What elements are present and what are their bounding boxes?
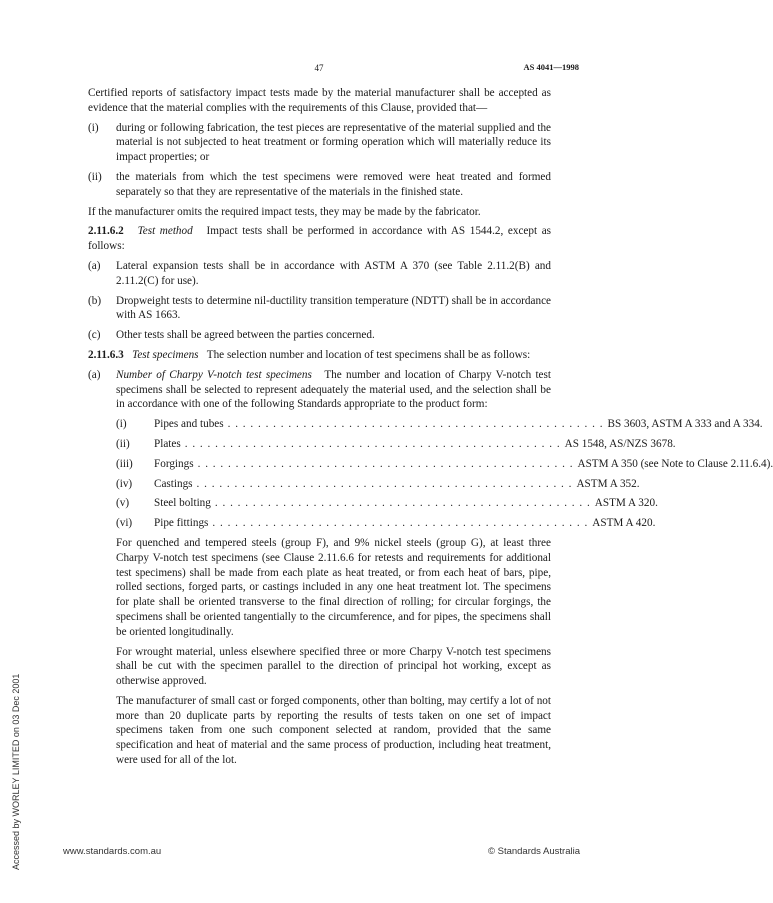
- product-form-label: (iii): [116, 457, 133, 470]
- product-form-name: Plates: [154, 437, 181, 450]
- clause-number: 2.11.6.3: [88, 348, 124, 361]
- list-label: (ii): [88, 170, 102, 183]
- list-label: (a): [88, 259, 101, 272]
- clause-title: Test method: [137, 225, 193, 238]
- list-item: [88, 170, 551, 200]
- list-text: Other tests shall be agreed between the parties concerned.: [116, 329, 375, 342]
- standard-designation: AS 4041—1998: [523, 62, 579, 72]
- page-number: 47: [314, 63, 324, 73]
- product-form-row: [116, 477, 640, 492]
- copyright-notice: © Standards Australia: [487, 846, 580, 857]
- clause-test-specimens: [88, 348, 551, 363]
- product-form-list: [116, 417, 773, 768]
- product-form-standard: ASTM A 350 (see Note to Clause 2.11.6.4).: [577, 457, 773, 470]
- list-text: the materials from which the test specimens were removed were heat treated and formed separately so that they are representative of the materials in the finished state.: [116, 170, 551, 198]
- list-label: (i): [88, 121, 99, 134]
- dot-leader: . . . . . . . . . . . . . . . . . . . . . . . . . . . . . . . . . . . . . . . . . . . . . . . . . .: [197, 457, 574, 470]
- item-title: Number of Charpy V-notch test specimens: [116, 368, 312, 381]
- list-item: [88, 259, 551, 289]
- product-form-name: Pipe fittings: [154, 517, 209, 530]
- product-form-row: [116, 496, 658, 511]
- product-form-row: [116, 457, 773, 472]
- clause-test-method: [88, 224, 551, 254]
- small-components-paragraph: The manufacturer of small cast or forged components, other than bolting, may certify a lot of not more than 20 duplicate parts by reporting the results of tests taken on one set of impact specimens taken from one such component selected at random, provided that the same specification and heat of material and the same process of production, including heat treatment, were used for all of the lot.: [116, 694, 551, 767]
- document-body: [88, 86, 773, 773]
- dot-leader: . . . . . . . . . . . . . . . . . . . . . . . . . . . . . . . . . . . . . . . . . . . . . . . . . .: [184, 437, 561, 450]
- item-text: The number and location of Charpy V-notch test specimens shall be selected to represent adequately the material used, and the selection shall be in accordance with one of the following Standards appropriate to the product form:: [116, 368, 551, 411]
- product-form-label: (v): [116, 497, 130, 510]
- product-form-standard: ASTM A 320.: [594, 497, 658, 510]
- product-form-row: [116, 417, 763, 432]
- list-item: [88, 368, 551, 412]
- clause-text: The selection number and location of test specimens shall be as follows:: [206, 348, 531, 361]
- product-form-name: Castings: [154, 477, 193, 490]
- list-item: [88, 328, 551, 343]
- list-text: during or following fabrication, the test pieces are representative of the material supplied and the material is not subjected to heat treatment or forming operation which will materially reduce its impact properties; or: [116, 121, 551, 164]
- product-form-label: (iv): [116, 477, 133, 490]
- wrought-material-paragraph: For wrought material, unless elsewhere specified three or more Charpy V-notch test specimens shall be cut with the specimen parallel to the direction of principal hot working, except as otherwise approved.: [116, 645, 551, 688]
- dot-leader: . . . . . . . . . . . . . . . . . . . . . . . . . . . . . . . . . . . . . . . . . . . . . . . . . .: [196, 477, 573, 490]
- dot-leader: . . . . . . . . . . . . . . . . . . . . . . . . . . . . . . . . . . . . . . . . . . . . . . . . . .: [212, 517, 589, 530]
- clause-title: Test specimens: [132, 348, 199, 361]
- list-text: Lateral expansion tests shall be in accordance with ASTM A 370 (see Table 2.11.2(B) and 2.11.2(C) for use).: [116, 259, 551, 287]
- product-form-label: (vi): [116, 517, 133, 530]
- dot-leader: . . . . . . . . . . . . . . . . . . . . . . . . . . . . . . . . . . . . . . . . . . . . . . . . . .: [214, 497, 591, 510]
- list-text: Dropweight tests to determine nil-ductility transition temperature (NDTT) shall be in accordance with AS 1663.: [116, 294, 551, 322]
- product-form-standard: ASTM A 420.: [592, 517, 656, 530]
- product-form-standard: BS 3603, ASTM A 333 and A 334.: [607, 418, 763, 431]
- product-form-label: (ii): [116, 437, 130, 450]
- product-form-row: [116, 437, 676, 452]
- clause-text: Impact tests shall be performed in accordance with AS 1544.2, except as follows:: [88, 225, 552, 253]
- list-label: (c): [88, 329, 101, 342]
- list-label: (a): [88, 368, 101, 381]
- omit-note: If the manufacturer omits the required impact tests, they may be made by the fabricator.: [88, 205, 481, 218]
- website-link[interactable]: www.standards.com.au: [63, 846, 162, 857]
- product-form-name: Forgings: [154, 457, 194, 470]
- product-form-name: Pipes and tubes: [154, 418, 224, 431]
- dot-leader: . . . . . . . . . . . . . . . . . . . . . . . . . . . . . . . . . . . . . . . . . . . . . . . . . .: [227, 418, 604, 431]
- product-form-row: [116, 516, 656, 531]
- product-form-standard: AS 1548, AS/NZS 3678.: [564, 437, 676, 450]
- list-item: [88, 294, 551, 324]
- list-item: [88, 121, 551, 165]
- product-form-standard: ASTM A 352.: [576, 477, 640, 490]
- intro-paragraph: Certified reports of satisfactory impact tests made by the material manufacturer shall be accepted as evidence that the material complies with the requirements of this Clause, provided that—: [88, 87, 551, 114]
- list-label: (b): [88, 294, 102, 307]
- clause-number: 2.11.6.2: [88, 225, 124, 238]
- product-form-label: (i): [116, 418, 127, 431]
- quenched-steels-paragraph: For quenched and tempered steels (group F), and 9% nickel steels (group G), at least three Charpy V-notch test specimens (see Clause 2.11.6.6 for retests and requirements for additional test specimens) shall be made from each plate as heat treated, or from each heat of bars, pipe, rolled sections, forged parts, or castings included in any one heat treatment lot. The specimens for plate shall be oriented transverse to the final direction of rolling; for circular forgings, the specimens shall be oriented tangentially to the circumference, and for pipes, the specimens shall be oriented longitudinally.: [116, 536, 551, 638]
- product-form-name: Steel bolting: [154, 497, 211, 510]
- access-watermark: Accessed by WORLEY LIMITED on 03 Dec 2001: [11, 673, 21, 870]
